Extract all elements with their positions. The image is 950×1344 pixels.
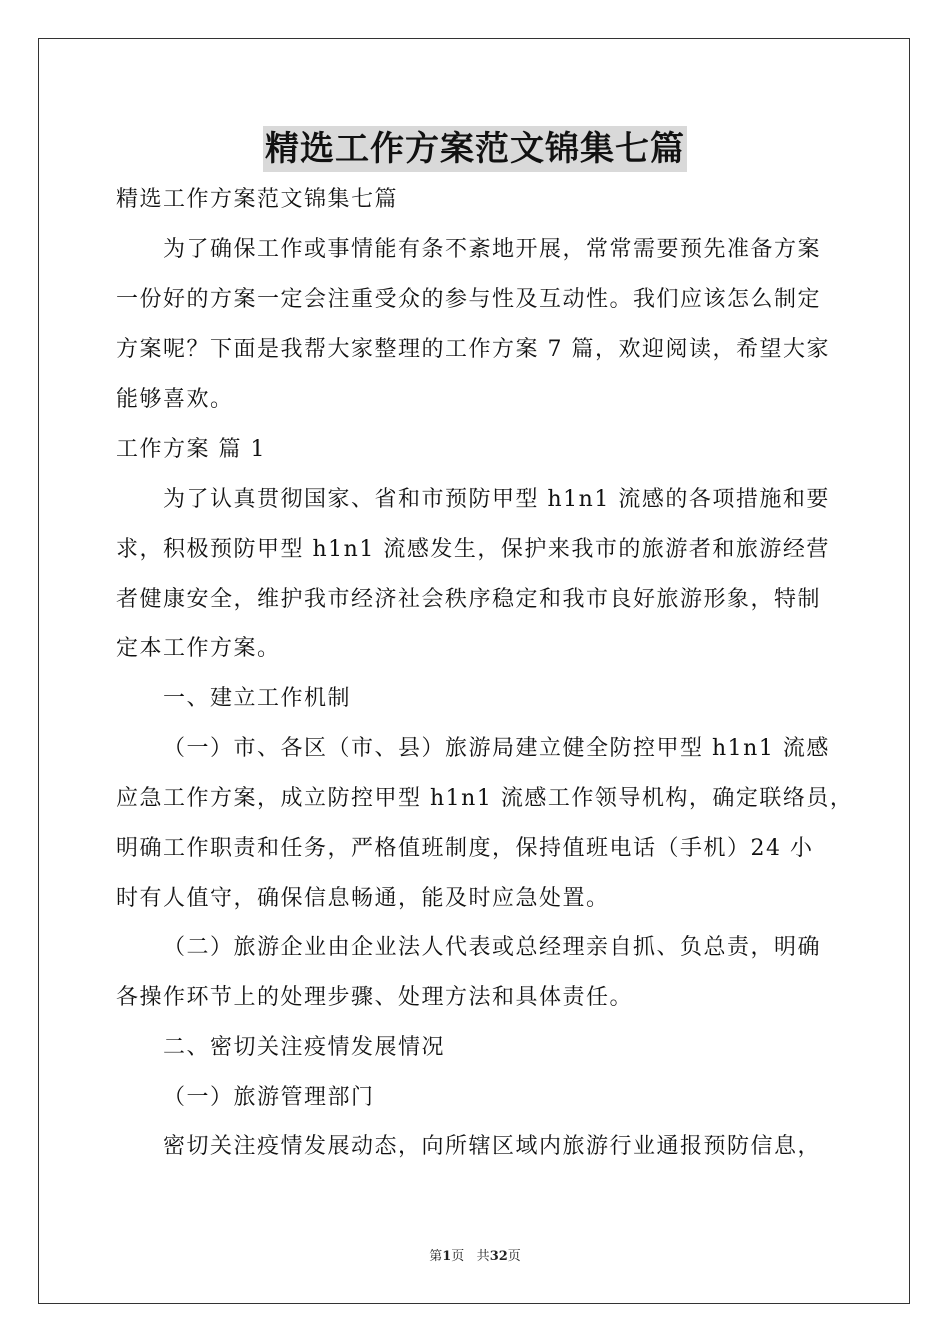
page-footer (0, 1245, 950, 1264)
paragraph-line: 各操作环节上的处理步骤、处理方法和具体责任。 (116, 985, 634, 1010)
paragraph-line: 时有人值守，确保信息畅通，能及时应急处置。 (116, 886, 610, 911)
section-heading: 工作方案 篇 1 (116, 437, 266, 462)
paragraph-line: （一）市、各区（市、县）旅游局建立健全防控甲型 h1n1 流感 (163, 736, 830, 761)
paragraph-line: 应急工作方案，成立防控甲型 h1n1 流感工作领导机构，确定联络员， (116, 786, 854, 811)
footer-prefix: 第 (429, 1249, 443, 1264)
paragraph-line: （二）旅游企业由企业法人代表或总经理亲自抓、负总责，明确 (163, 935, 822, 960)
paragraph-line: 明确工作职责和任务，严格值班制度，保持值班电话（手机）24 小 (116, 836, 814, 861)
page-border (38, 38, 910, 1304)
paragraph-line: 一份好的方案一定会注重受众的参与性及互动性。我们应该怎么制定 (116, 287, 822, 312)
paragraph-line: 求，积极预防甲型 h1n1 流感发生，保护来我市的旅游者和旅游经营 (116, 537, 830, 562)
subsection-heading: 二、密切关注疫情发展情况 (163, 1035, 446, 1060)
document-title-wrap (0, 126, 950, 172)
subsection-heading: 一、建立工作机制 (163, 686, 352, 711)
footer-total-pages: 32 (489, 1249, 508, 1264)
paragraph-line: 为了认真贯彻国家、省和市预防甲型 h1n1 流感的各项措施和要 (163, 487, 830, 512)
paragraph-line: 者健康安全，维护我市经济社会秩序稳定和我市良好旅游形象，特制 (116, 587, 822, 612)
document-title: 精选工作方案范文锦集七篇 (263, 126, 687, 172)
paragraph-line: 定本工作方案。 (116, 636, 281, 661)
subtitle-line: 精选工作方案范文锦集七篇 (116, 187, 399, 212)
paragraph-line: 方案呢？下面是我帮大家整理的工作方案 7 篇，欢迎阅读，希望大家 (116, 337, 830, 362)
footer-page-unit: 页 (451, 1249, 465, 1264)
footer-total-unit: 页 (507, 1249, 521, 1264)
paragraph-line: 为了确保工作或事情能有条不紊地开展，常常需要预先准备方案 (163, 237, 822, 262)
footer-total-prefix: 共 (476, 1249, 490, 1264)
paragraph-line: 能够喜欢。 (116, 387, 234, 412)
subsection-heading: （一）旅游管理部门 (163, 1085, 375, 1110)
footer-page-number: 1 (442, 1249, 452, 1264)
paragraph-line: 密切关注疫情发展动态，向所辖区域内旅游行业通报预防信息， (163, 1134, 822, 1159)
